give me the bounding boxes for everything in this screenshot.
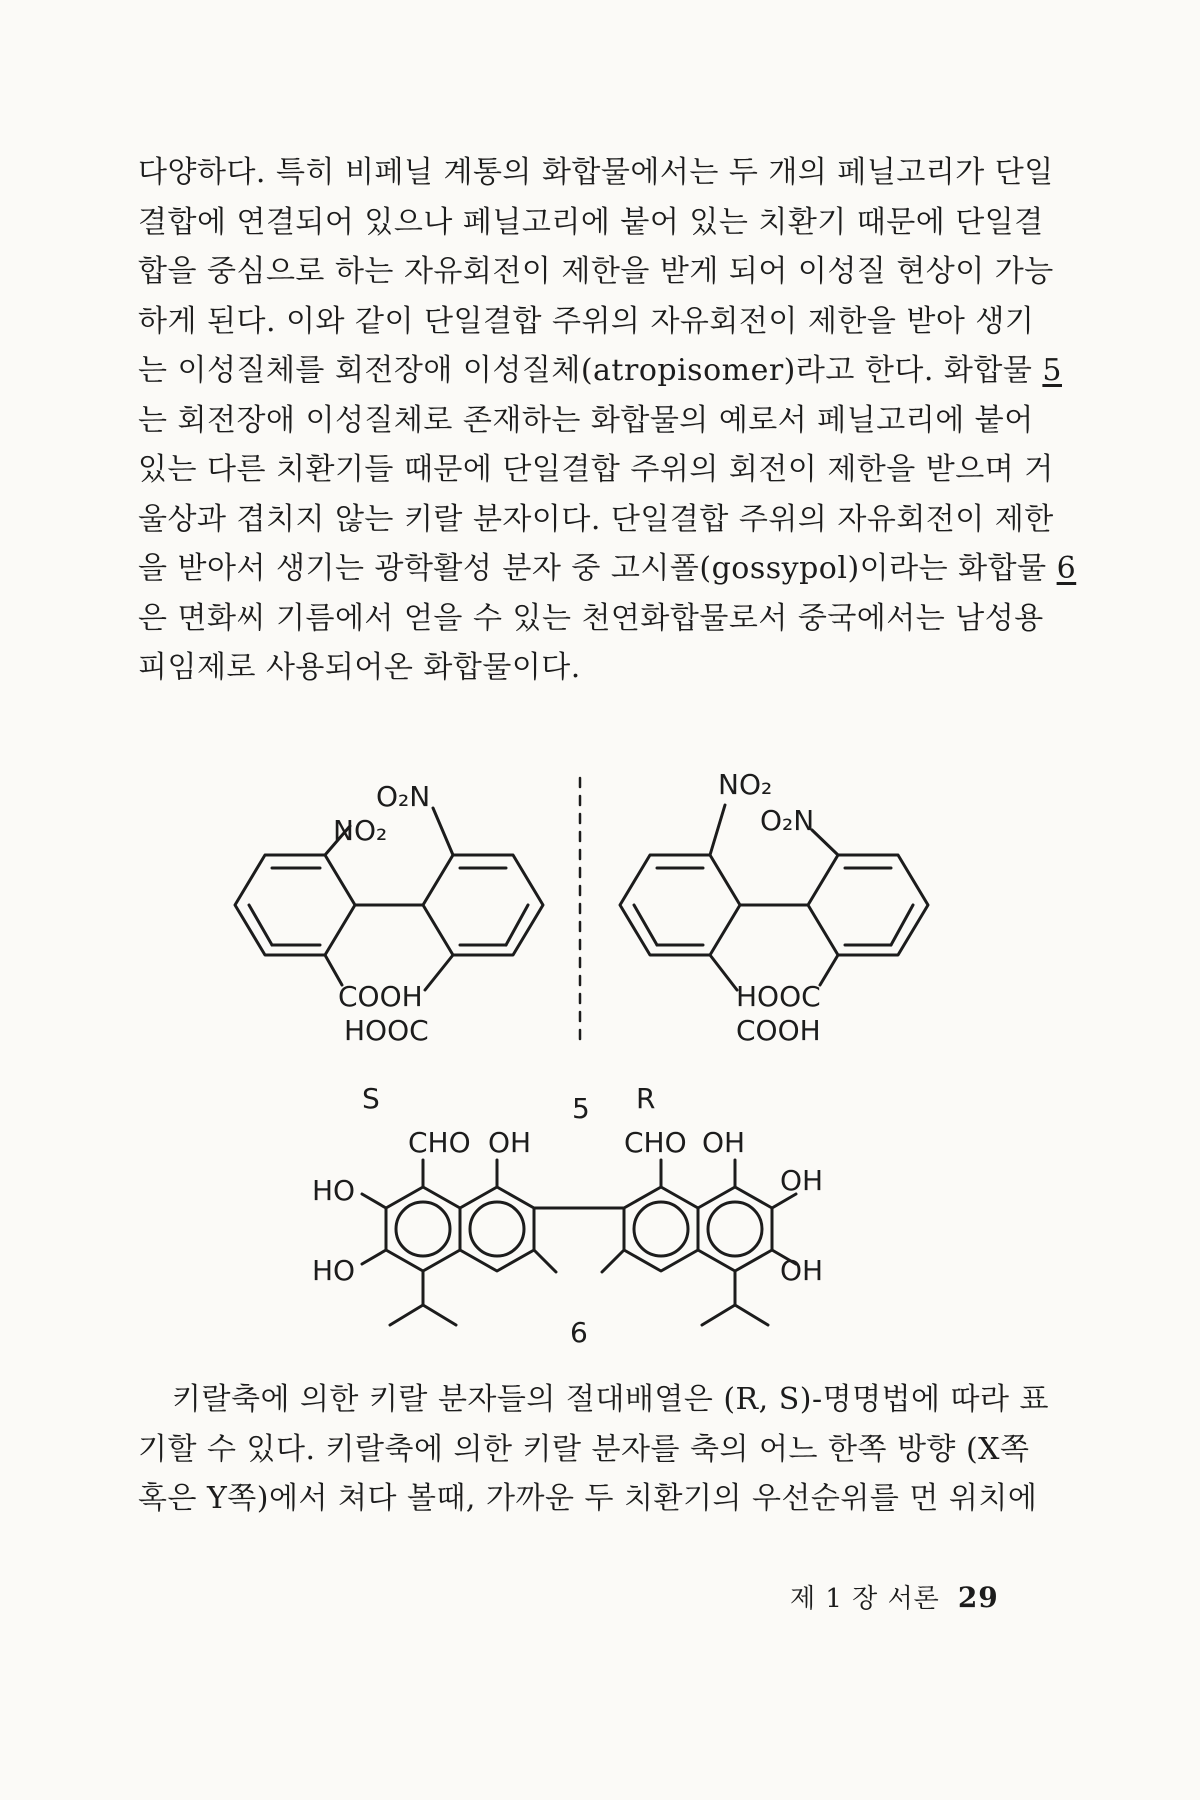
compound-ref-5: 5 (1042, 353, 1062, 388)
hooc-bond (710, 955, 737, 990)
label-cho: CHO (624, 1126, 687, 1159)
config-label-R: R (636, 1082, 656, 1115)
text-line: 다양하다. 특히 비페닐 계통의 화합물에서는 두 개의 페닐고리가 단일 (138, 155, 1054, 190)
hooc-bond (425, 955, 453, 990)
label-oh: OH (488, 1126, 532, 1159)
text-line: 혹은 Y쪽)에서 쳐다 볼때, 가까운 두 치환기의 우선순위를 먼 위치에 (138, 1481, 1038, 1516)
text-line: 울상과 겹치지 않는 키랄 분자이다. 단일결합 주위의 자유회전이 제한 (138, 501, 1054, 537)
chapter-title: 제 1 장 서론 (790, 1584, 940, 1614)
compound-number-5: 5 (572, 1092, 590, 1125)
label-hooc: HOOC (736, 980, 821, 1013)
text-line: 는 이성질체를 회전장애 이성질체(atropisomer)라고 한다. 화합물 5 (138, 353, 1062, 388)
label-ho: HO (312, 1254, 356, 1287)
label-oh: OH (702, 1126, 746, 1159)
methyl-bond (534, 1250, 556, 1272)
compound-number-6: 6 (570, 1316, 588, 1349)
label-oh: OH (780, 1164, 824, 1197)
label-hooc: HOOC (344, 1014, 429, 1047)
ho-bond (362, 1194, 386, 1208)
label-no2: NO₂ (333, 814, 388, 847)
text-line: 은 면화씨 기름에서 얻을 수 있는 천연화합물로서 중국에서는 남성용 (138, 600, 1044, 636)
text-line: 결합에 연결되어 있으나 페닐고리에 붙어 있는 치환기 때문에 단일결 (138, 204, 1044, 240)
label-cho: CHO (408, 1126, 471, 1159)
text-line: 피임제로 사용되어온 화합물이다. (138, 650, 581, 685)
compound5-R-right-ring (808, 855, 928, 955)
label-o2n: O₂N (760, 804, 815, 837)
o2n-bond (433, 808, 453, 855)
label-oh: OH (780, 1254, 824, 1287)
paragraph-absolute-configuration (138, 1375, 1050, 1524)
text-line: 합을 중심으로 하는 자유회전이 제한을 받게 되어 이성질 현상이 가능 (138, 254, 1054, 289)
compound5-R-left-ring (620, 855, 740, 955)
compound6-right-naphthalene (624, 1187, 772, 1271)
compound5-S-left-ring (235, 855, 355, 955)
compound6-left-naphthalene (386, 1187, 534, 1271)
compound5-S-right-ring (423, 855, 543, 955)
text-line: 는 회전장애 이성질체로 존재하는 화합물의 예로서 페닐고리에 붙어 (138, 402, 1034, 438)
text-line: 키랄축에 의한 키랄 분자들의 절대배열은 (R, S)-명명법에 따라 표 (172, 1382, 1050, 1417)
text-line: 하게 된다. 이와 같이 단일결합 주위의 자유회전이 제한을 받아 생기 (138, 303, 1035, 339)
label-cooh: COOH (736, 1014, 821, 1047)
page-number: 29 (957, 1581, 999, 1614)
page-footer (790, 1578, 999, 1615)
label-cooh: COOH (338, 980, 423, 1013)
isopropyl-left (390, 1271, 456, 1325)
compound-ref-6: 6 (1056, 551, 1077, 586)
text-line: 있는 다른 치환기들 때문에 단일결합 주위의 회전이 제한을 받으며 거 (138, 452, 1054, 487)
text-line: 기할 수 있다. 키랄축에 의한 키랄 분자를 축의 어느 한쪽 방향 (X쪽 (138, 1431, 1030, 1467)
label-no2: NO₂ (718, 768, 773, 801)
isopropyl-right (702, 1271, 768, 1325)
text-line: 을 받아서 생기는 광학활성 분자 중 고시폴(gossypol)이라는 화합물 6 (138, 551, 1077, 586)
label-ho: HO (312, 1174, 356, 1207)
label-o2n: O₂N (376, 780, 431, 813)
config-label-S: S (362, 1082, 380, 1115)
methyl-bond (602, 1250, 624, 1272)
o2n-bond (812, 830, 838, 855)
cooh-bond (820, 955, 838, 985)
no2-bond (710, 805, 725, 855)
ho-bond (362, 1250, 386, 1264)
